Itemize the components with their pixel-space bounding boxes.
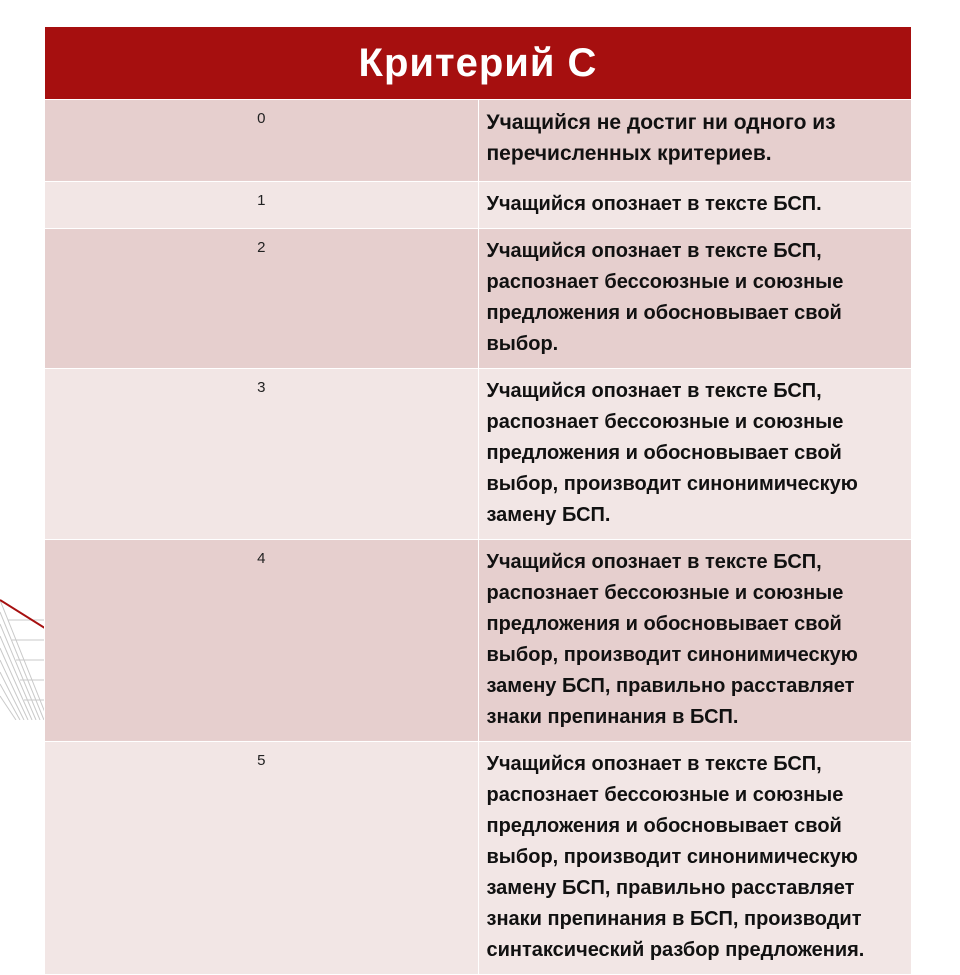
table-row xyxy=(45,100,912,182)
table-row xyxy=(45,182,912,229)
table-title: Критерий С xyxy=(45,27,912,100)
score-cell: 2 xyxy=(45,229,479,369)
criterion-text: Учащийся не достиг ни одного из перечисленных критериев. xyxy=(478,100,912,182)
table-row xyxy=(45,540,912,742)
table-row xyxy=(45,369,912,540)
criterion-text: Учащийся опознает в тексте БСП, распознает бессоюзные и союзные предложения и обосновывает свой выбор. xyxy=(478,229,912,369)
criterion-text: Учащийся опознает в тексте БСП, распознает бессоюзные и союзные предложения и обосновывает свой выбор, производит синонимическую замену БСП, правильно расставляет знаки препинания в БСП, производит синтаксический разбор предложения. xyxy=(478,742,912,975)
criterion-text: Учащийся опознает в тексте БСП. xyxy=(478,182,912,229)
score-cell: 5 xyxy=(45,742,479,975)
score-cell: 4 xyxy=(45,540,479,742)
criteria-table xyxy=(44,26,912,975)
table-row xyxy=(45,229,912,369)
score-cell: 1 xyxy=(45,182,479,229)
score-cell: 3 xyxy=(45,369,479,540)
criterion-text: Учащийся опознает в тексте БСП, распознает бессоюзные и союзные предложения и обосновывает свой выбор, производит синонимическую замену БСП, правильно расставляет знаки препинания в БСП. xyxy=(478,540,912,742)
criterion-text: Учащийся опознает в тексте БСП, распознает бессоюзные и союзные предложения и обосновывает свой выбор, производит синонимическую замену БСП. xyxy=(478,369,912,540)
table-row xyxy=(45,742,912,975)
score-cell: 0 xyxy=(45,100,479,182)
